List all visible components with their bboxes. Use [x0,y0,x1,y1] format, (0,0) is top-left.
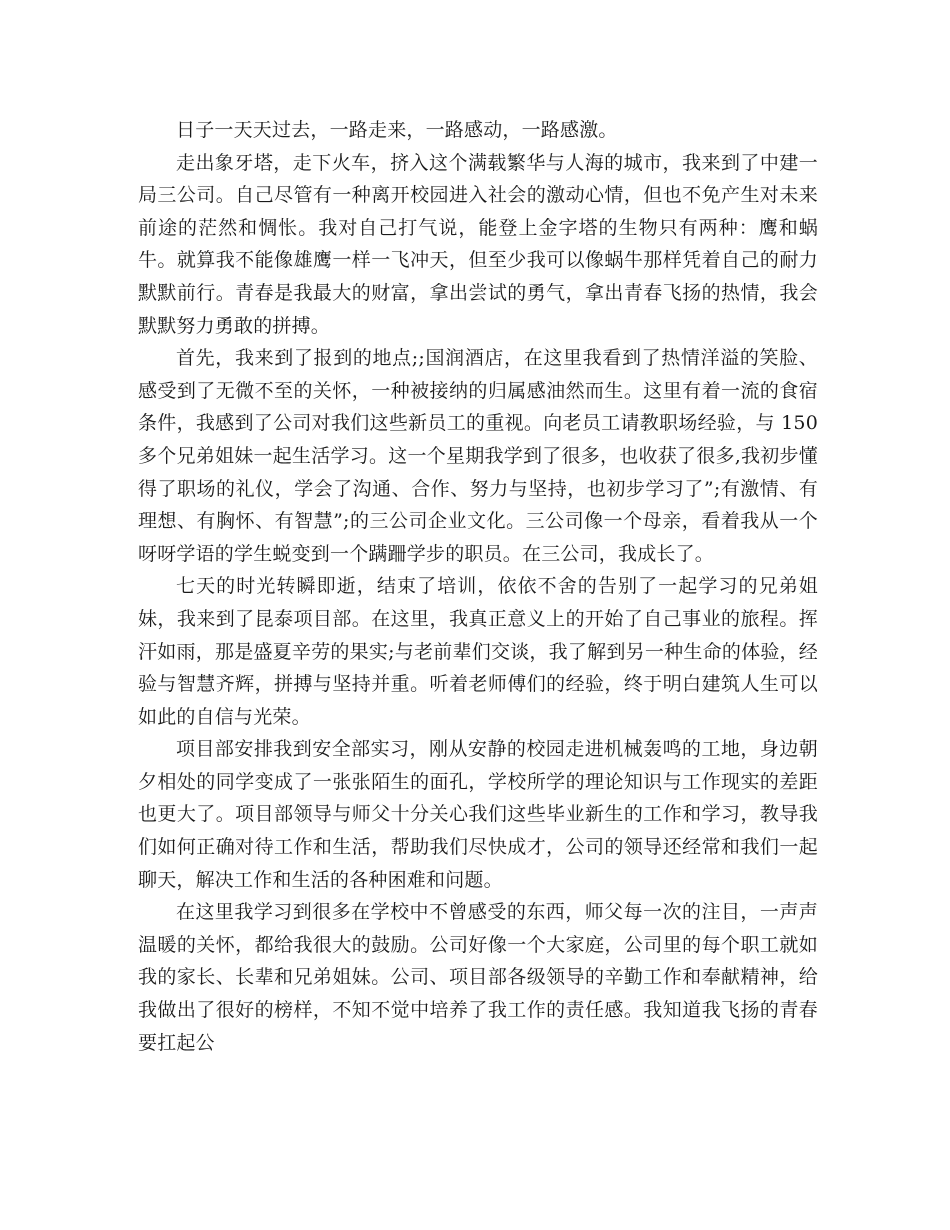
paragraph: 项目部安排我到安全部实习，刚从安静的校园走进机械轰鸣的工地，身边朝夕相处的同学变成了一张张陌生的面孔，学校所学的理论知识与工作现实的差距也更大了。项目部领导与师父十分关心我们这些毕业新生的工作和学习，教导我们如何正确对待工作和生活，帮助我们尽快成才，公司的领导还经常和我们一起聊天，解决工作和生活的各种困难和问题。 [138,738,818,891]
paragraph: 走出象牙塔，走下火车，挤入这个满载繁华与人海的城市，我来到了中建一局三公司。自己尽管有一种离开校园进入社会的激动心情，但也不免产生对未来前途的茫然和惆怅。我对自己打气说，能登上金字塔的生物只有两种：鹰和蜗牛。就算我不能像雄鹰一样一飞冲天，但至少我可以像蜗牛那样凭着自己的耐力默默前行。青春是我最大的财富，拿出尝试的勇气，拿出青春飞扬的热情，我会默默努力勇敢的拼搏。 [138,151,818,337]
paragraph: 首先，我来到了报到的地点;;国润酒店，在这里我看到了热情洋溢的笑脸、感受到了无微不至的关怀，一种被接纳的归属感油然而生。这里有着一流的食宿条件，我感到了公司对我们这些新员工的重视。向老员工请教职场经验，与 150 多个兄弟姐妹一起生活学习。这一个星期我学到了很多，也收获了很多,我初步懂得了职场的礼仪，学会了沟通、合作、努力与坚持，也初步学习了”;有激情、有理想、有胸怀、有智慧”;的三公司企业文化。三公司像一个母亲，看着我从一个呀呀学语的学生蜕变到一个蹒跚学步的职员。在三公司，我成长了。 [138,347,818,565]
paragraph: 日子一天天过去，一路走来，一路感动，一路感激。 [176,119,618,141]
document-body [138,114,818,1059]
paragraph: 在这里我学习到很多在学校中不曾感受的东西，师父每一次的注目，一声声温暖的关怀，都给我很大的鼓励。公司好像一个大家庭，公司里的每个职工就如我的家长、长辈和兄弟姐妹。公司、项目部各级领导的辛勤工作和奉献精神，给我做出了很好的榜样，不知不觉中培养了我工作的责任感。我知道我飞扬的青春要扛起公 [138,901,818,1054]
paragraph: 七天的时光转瞬即逝，结束了培训，依依不舍的告别了一起学习的兄弟姐妹，我来到了昆泰项目部。在这里，我真正意义上的开始了自己事业的旅程。挥汗如雨，那是盛夏辛劳的果实;与老前辈们交谈，我了解到另一种生命的体验，经验与智慧齐辉，拼搏与坚持并重。听着老师傅们的经验，终于明白建筑人生可以如此的自信与光荣。 [138,575,818,728]
